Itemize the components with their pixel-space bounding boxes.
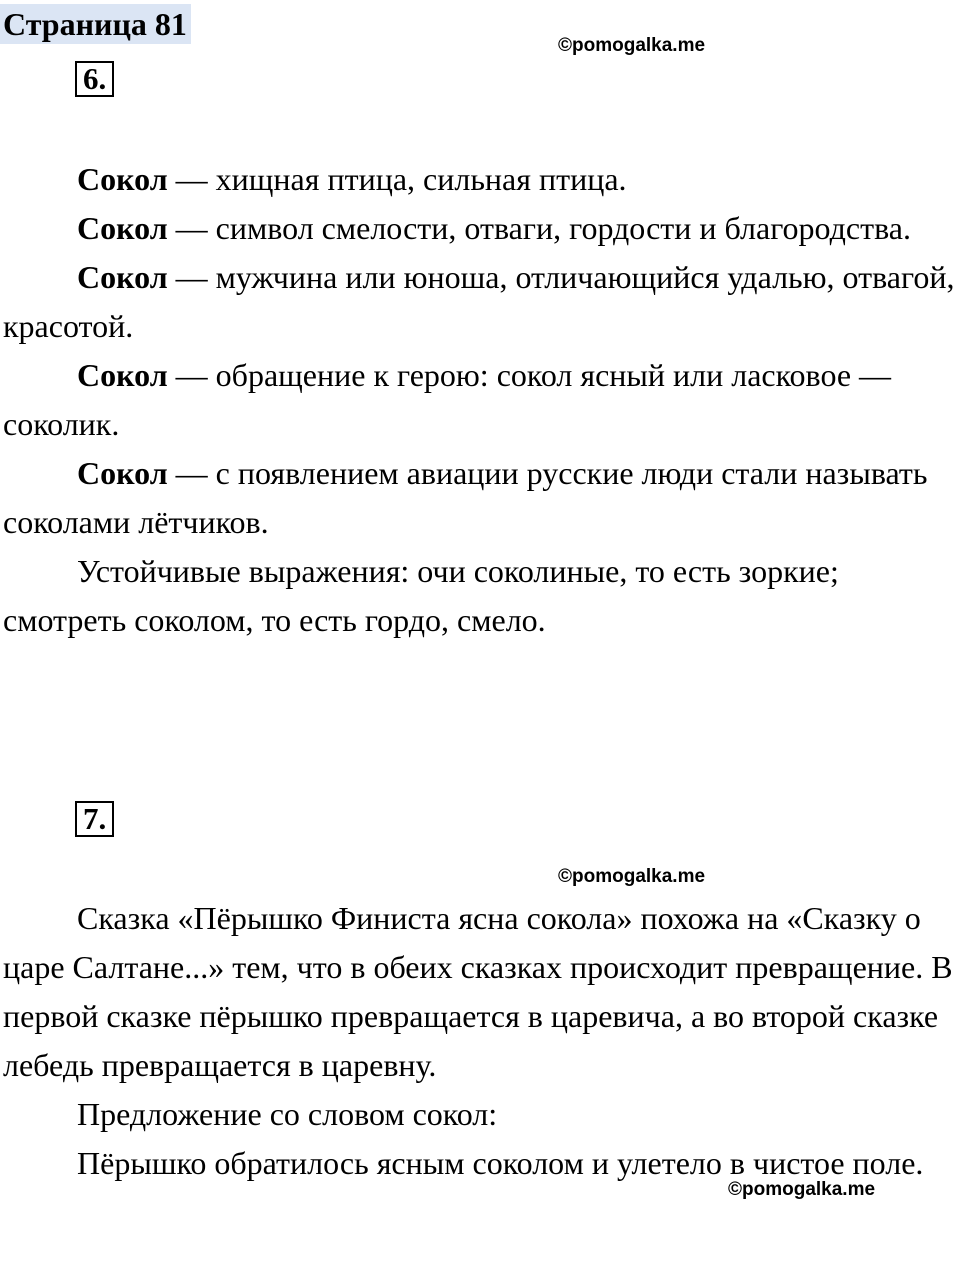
definition: — хищная птица, сильная птица. <box>167 161 627 197</box>
paragraph-text: Устойчивые выражения: очи соколиные, то есть зоркие; смотреть соколом, то есть гордо, смело. <box>3 553 839 638</box>
paragraph-text: Сказка «Пёрышко Финиста ясна сокола» похожа на «Сказку о царе Салтане...» тем, что в обеих сказках происходит превращение. В первой сказке пёрышко превращается в царевича, а во второй сказке лебедь превращается в царевну. <box>3 900 953 1083</box>
paragraph-text: Пёрышко обратилось ясным соколом и улетело в чистое поле. <box>77 1145 924 1181</box>
definition: — символ смелости, отваги, гордости и благородства. <box>167 210 911 246</box>
paragraph <box>3 449 958 547</box>
watermark: ©pomogalka.me <box>728 1179 876 1200</box>
paragraph <box>3 155 958 204</box>
term: Сокол <box>77 210 168 246</box>
task-7-text <box>3 894 958 1188</box>
paragraph <box>3 894 958 1090</box>
page-title: Страница 81 <box>0 4 191 44</box>
task-6-text <box>3 155 958 645</box>
paragraph <box>3 1090 958 1139</box>
term: Сокол <box>77 259 168 295</box>
paragraph <box>3 253 958 351</box>
term: Сокол <box>77 455 168 491</box>
paragraph <box>3 547 958 645</box>
task-number: 7. <box>75 801 114 837</box>
task-number: 6. <box>75 61 114 97</box>
definition: — обращение к герою: сокол ясный или ласковое — соколик. <box>3 357 892 442</box>
term: Сокол <box>77 161 168 197</box>
paragraph <box>3 204 958 253</box>
definition: — мужчина или юноша, отличающийся удалью, отвагой, красотой. <box>3 259 955 344</box>
definition: — с появлением авиации русские люди стали называть соколами лётчиков. <box>3 455 928 540</box>
watermark: ©pomogalka.me <box>558 35 706 56</box>
watermark: ©pomogalka.me <box>558 866 706 887</box>
paragraph-text: Предложение со словом сокол: <box>77 1096 498 1132</box>
paragraph <box>3 351 958 449</box>
term: Сокол <box>77 357 168 393</box>
